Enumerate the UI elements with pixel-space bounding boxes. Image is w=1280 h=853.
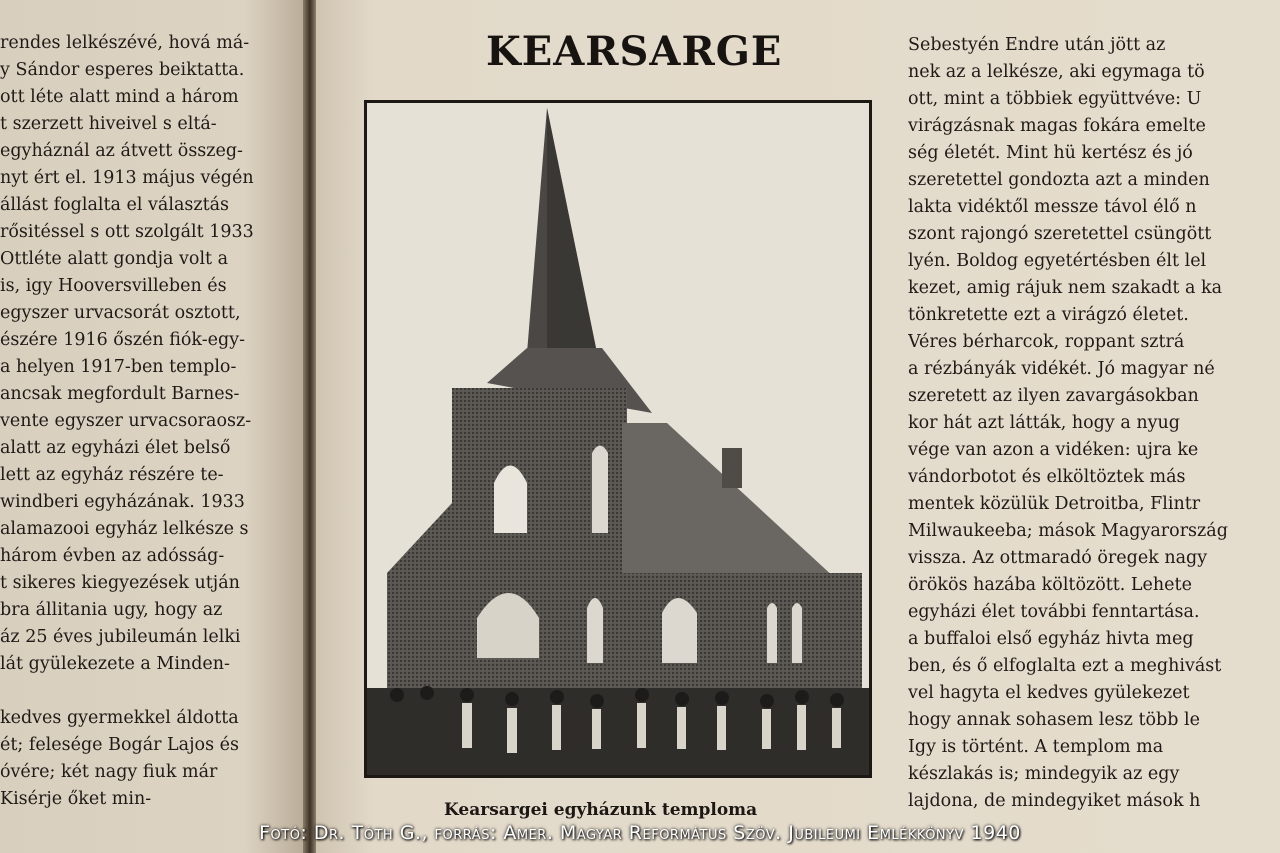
photo-caption: Kearsargei egyházunk temploma — [444, 800, 758, 820]
text-line: lát gyülekezete a Minden- — [0, 654, 230, 674]
text-line: hogy annak sohasem lesz több le — [908, 710, 1200, 730]
text-line: a helyen 1917-ben templo- — [0, 357, 237, 377]
text-line: kezet, amig rájuk nem szakadt a ka — [908, 278, 1223, 298]
text-line: Milwaukeeba; mások Magyarország — [908, 521, 1228, 541]
text-line: szont rajongó szeretettel csüngött — [908, 224, 1212, 244]
right-page-text-column — [908, 32, 1280, 815]
text-line: is, igy Hooversvilleben és — [0, 276, 227, 296]
text-line: lyén. Boldog egyetértésben élt lel — [908, 251, 1207, 271]
church-illustration — [367, 103, 869, 775]
text-line: egyszer urvacsorát osztott, — [0, 303, 241, 323]
text-line: vissza. Az ottmaradó öregek nagy — [908, 548, 1208, 568]
text-line: szeretettel gondozta azt a minden — [908, 170, 1210, 190]
left-book-page — [0, 0, 305, 853]
text-line: egyházi élet további fenntartása. — [908, 602, 1200, 622]
text-line — [0, 678, 290, 705]
text-line: Véres bérharcok, roppant sztrá — [908, 332, 1185, 352]
text-line: egyháznál az átvett összeg- — [0, 141, 243, 161]
left-page-text-column — [0, 30, 290, 813]
text-line: t sikeres kiegyezések utján — [0, 573, 240, 593]
text-line: rendes lelkészévé, hová má- — [0, 33, 250, 53]
text-line: tönkretette ezt a virágzó életet. — [908, 305, 1189, 325]
article-title: KEARSARGE — [486, 28, 783, 75]
text-line: készlakás is; mindegyik az egy — [908, 764, 1180, 784]
text-line: Sebestyén Endre után jött az — [908, 35, 1166, 55]
text-line: a buffaloi első egyház hivta meg — [908, 629, 1194, 649]
right-book-page — [316, 0, 1280, 853]
text-line: vége van azon a vidéken: ujra ke — [908, 440, 1199, 460]
tower-window — [494, 466, 527, 534]
text-line: áz 25 éves jubileumán lelki — [0, 627, 241, 647]
text-line: vel hagyta el kedves gyülekezet — [908, 683, 1190, 703]
text-line: kor hát azt látták, hogy a nyug — [908, 413, 1180, 433]
text-line: mentek közülük Detroitba, Flintr — [908, 494, 1201, 514]
text-line: alatt az egyházi élet belső — [0, 438, 231, 458]
text-line: állást foglalta el választás — [0, 195, 230, 215]
text-line: windberi egyházának. 1933 — [0, 492, 245, 512]
text-line: nyt ért el. 1913 május végén — [0, 168, 254, 188]
text-line: ott, mint a többiek együttvéve: U — [908, 89, 1202, 109]
text-line: lett az egyház részére te- — [0, 465, 224, 485]
text-line: lajdona, de mindegyiket mások h — [908, 791, 1201, 811]
text-line: alamazooi egyház lelkésze s — [0, 519, 249, 539]
text-line: három évben az adósság- — [0, 546, 225, 566]
congregation-crowd — [367, 688, 869, 775]
book-gutter — [303, 0, 317, 853]
text-line: vente egyszer urvacsoraosz- — [0, 411, 252, 431]
text-line: bra állitania ugy, hogy az — [0, 600, 223, 620]
text-line: lakta vidéktől messze távol élő n — [908, 197, 1197, 217]
text-line: észére 1916 őszén fiók-egy- — [0, 330, 245, 350]
text-line: nek az a lelkésze, aki egymaga tö — [908, 62, 1205, 82]
text-line: Ottléte alatt gondja volt a — [0, 249, 229, 269]
text-line: óvére; két nagy fiuk már — [0, 762, 218, 782]
text-line: rősitéssel s ott szolgált 1933 — [0, 222, 254, 242]
text-line: vándorbotot és elköltöztek más — [908, 467, 1186, 487]
church-photograph — [364, 100, 872, 778]
text-line: ancsak megfordult Barnes- — [0, 384, 240, 404]
text-line: virágzásnak magas fokára emelte — [908, 116, 1206, 136]
text-line: ott léte alatt mind a három — [0, 87, 239, 107]
text-line: kedves gyermekkel áldotta — [0, 708, 239, 728]
text-line: szeretett az ilyen zavargásokban — [908, 386, 1199, 406]
church-nave — [622, 573, 862, 703]
text-line: Igy is történt. A templom ma — [908, 737, 1164, 757]
text-line: y Sándor esperes beiktatta. — [0, 60, 245, 80]
text-line: ét; felesége Bogár Lajos és — [0, 735, 239, 755]
text-line: t szerzett hiveivel s eltá- — [0, 114, 217, 134]
text-line: a rézbányák vidékét. Jó magyar né — [908, 359, 1215, 379]
photo-credit-watermark: Fotó: Dr. Tóth G., forrás: Amer. Magyar Református Szöv. Jubileumi Emlékkönyv 1940 — [259, 822, 1021, 844]
text-line: örökös hazába költözött. Lehete — [908, 575, 1192, 595]
text-line: ség életét. Mint hü kertész és jó — [908, 143, 1193, 163]
text-line: Kisérje őket min- — [0, 789, 152, 809]
text-line: ben, és ő elfoglalta ezt a meghivást — [908, 656, 1222, 676]
